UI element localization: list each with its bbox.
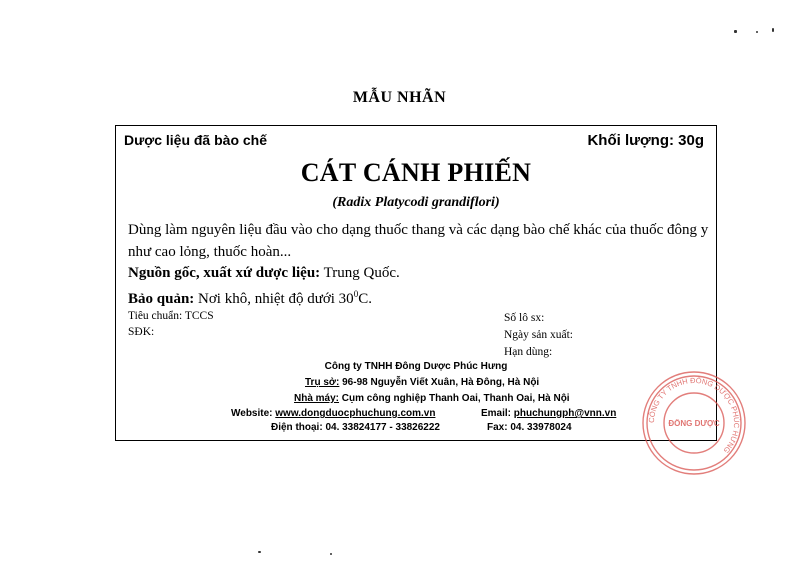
category-text: Dược liệu đã bào chế bbox=[124, 132, 268, 148]
email-line bbox=[481, 408, 616, 419]
head-office-label: Trụ sở: bbox=[305, 377, 340, 388]
scan-speck bbox=[734, 30, 737, 33]
head-office-value: 96-98 Nguyễn Viết Xuân, Hà Đông, Hà Nội bbox=[342, 377, 540, 388]
stamp-center-text: ĐÔNG DƯỢC bbox=[668, 419, 720, 428]
storage-label: Bảo quản: bbox=[128, 291, 195, 307]
factory-value: Cụm công nghiệp Thanh Oai, Thanh Oai, Hà Nội bbox=[341, 393, 570, 404]
registration-text: SĐK: bbox=[128, 326, 155, 338]
company-seal-stamp bbox=[639, 368, 749, 478]
head-office-line bbox=[305, 377, 539, 388]
expiry-date-text: Hạn dùng: bbox=[504, 346, 553, 358]
email-link[interactable]: phuchungph@vnn.vn bbox=[513, 408, 617, 419]
manufacture-date-text: Ngày sản xuất: bbox=[504, 329, 573, 341]
website-label: Website: bbox=[231, 408, 273, 419]
standard-text: Tiêu chuẩn: TCCS bbox=[128, 310, 214, 322]
origin-value: Trung Quốc. bbox=[323, 265, 400, 281]
scan-speck bbox=[258, 551, 261, 553]
scan-speck bbox=[756, 31, 758, 33]
page-heading: MẪU NHÃN bbox=[352, 89, 447, 106]
company-name: Công ty TNHH Đông Dược Phúc Hưng bbox=[324, 361, 508, 372]
storage-value: Nơi khô, nhiệt độ dưới $30^0C$. bbox=[198, 289, 372, 307]
stamp-ring-text: CÔNG TY TNHH ĐÔNG DƯỢC PHÚC HƯNG bbox=[646, 375, 742, 455]
website-link[interactable]: www.dongduocphuchung.com.vn bbox=[275, 408, 436, 419]
origin-label: Nguồn gốc, xuất xứ dược liệu: bbox=[128, 265, 321, 281]
net-weight-text: Khối lượng: 30g bbox=[587, 132, 704, 149]
product-label bbox=[115, 125, 720, 441]
origin-line bbox=[128, 265, 400, 282]
website-line bbox=[231, 408, 435, 419]
storage-line bbox=[128, 289, 372, 308]
phone-text: Điện thoại: 04. 33824177 - 33826222 bbox=[271, 422, 440, 433]
batch-number-text: Số lô sx: bbox=[504, 312, 545, 324]
degree-superscript: 0 bbox=[353, 289, 359, 299]
scan-speck bbox=[772, 28, 774, 32]
factory-label: Nhà máy: bbox=[294, 393, 340, 404]
scan-speck bbox=[330, 553, 332, 555]
fax-text: Fax: 04. 33978024 bbox=[487, 422, 572, 433]
usage-text: Dùng làm nguyên liệu đầu vào cho dạng thuốc thang và các dạng bào chế khác của thuốc đông y như cao lỏng, thuốc hoàn... bbox=[128, 222, 709, 260]
factory-line bbox=[294, 393, 570, 404]
email-label: Email: bbox=[481, 408, 512, 419]
latin-name: (Radix Platycodi grandiflori) bbox=[332, 195, 500, 210]
product-name: CÁT CÁNH PHIẾN bbox=[300, 158, 532, 187]
